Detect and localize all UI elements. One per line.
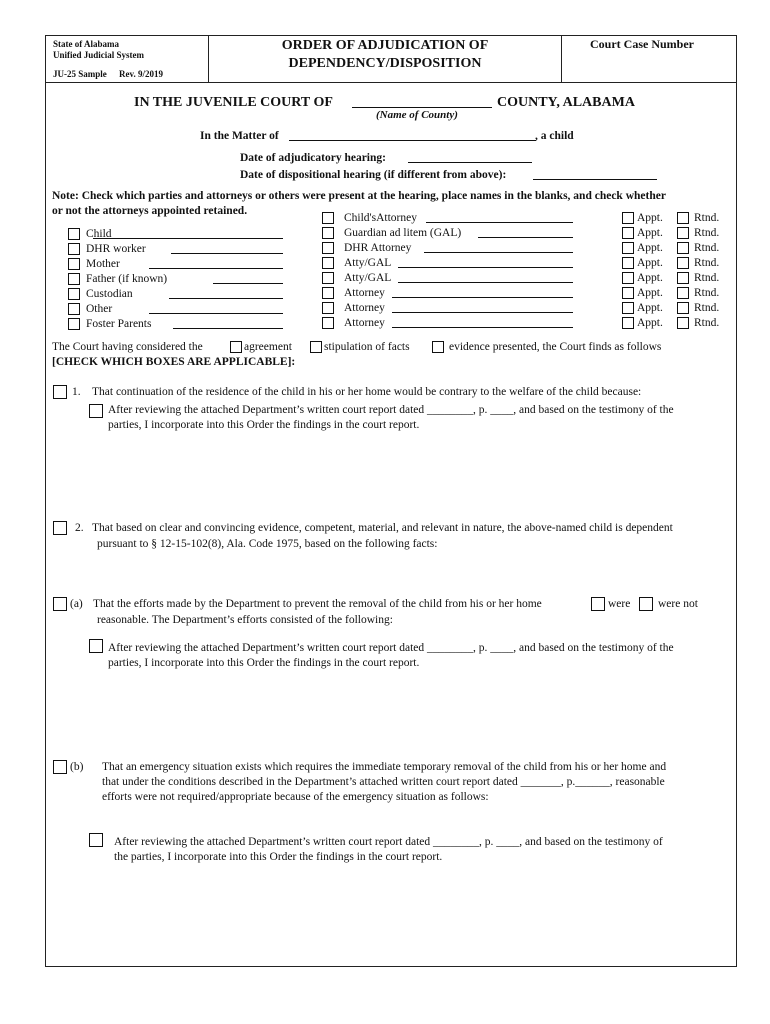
appointed-checkbox[interactable] [622,272,634,284]
party-checkbox[interactable] [68,288,80,300]
appointed-label: Appt. [637,317,663,329]
appointed-label: Appt. [637,257,663,269]
attorney-label: Child'sAttorney [344,212,417,224]
attorney-label: Attorney [344,302,385,314]
header-title-box [209,35,561,83]
form-id: JU-25 Sample [53,69,107,79]
appointed-label: Appt. [637,242,663,254]
finding-b-report-line2: the parties, I incorporate into this Order the findings in the court report. [114,851,443,863]
retained-checkbox[interactable] [677,212,689,224]
party-checkbox[interactable] [68,318,80,330]
agreement-label: agreement [244,341,292,353]
header-left-box [45,35,209,83]
party-label: Custodian [86,288,133,300]
party-checkbox[interactable] [68,303,80,315]
check-applicable: [CHECK WHICH BOXES ARE APPLICABLE]: [52,356,296,368]
party-checkbox[interactable] [68,258,80,270]
matter-suffix: , a child [535,130,574,142]
attorney-name-field[interactable] [478,226,573,238]
finding-1-text: That continuation of the residence of the child in his or her home would be contrary to the welfare of the child because: [92,386,642,398]
attorney-label: Attorney [344,287,385,299]
party-name-field[interactable] [213,272,283,284]
finding-a-report-checkbox[interactable] [89,639,103,653]
attorney-checkbox[interactable] [322,302,334,314]
finding-b-line2: that under the conditions described in the Department’s attached written court report dated _______, p.______, reasonable [102,776,665,788]
finding-1-report-line1: After reviewing the attached Department’s written court report dated ________, p. ____, and based on the testimony of the [108,404,674,416]
attorney-label: Atty/GAL [344,257,392,269]
attorney-checkbox[interactable] [322,242,334,254]
appointed-checkbox[interactable] [622,212,634,224]
party-checkbox[interactable] [68,273,80,285]
note-line1: Note: Check which parties and attorneys or others were present at the hearing, place names in the blanks, and check whether [52,190,666,202]
retained-checkbox[interactable] [677,287,689,299]
were-not-checkbox[interactable] [639,597,653,611]
retained-checkbox[interactable] [677,302,689,314]
finding-a-number: (a) [70,598,83,610]
retained-label: Rtnd. [694,242,720,254]
party-checkbox[interactable] [68,228,80,240]
party-label: Father (if known) [86,273,168,285]
party-label: Other [86,303,113,315]
appointed-label: Appt. [637,272,663,284]
attorney-checkbox[interactable] [322,227,334,239]
finding-a-line1: That the efforts made by the Department to prevent the removal of the child from his or her home [93,598,542,610]
appointed-checkbox[interactable] [622,227,634,239]
party-name-field[interactable] [171,242,283,254]
attorney-checkbox[interactable] [322,212,334,224]
finding-b-line1: That an emergency situation exists which requires the immediate temporary removal of the child from his or her home and [102,761,667,773]
party-label: Child [86,228,112,240]
party-label: Mother [86,258,120,270]
county-hint: (Name of County) [376,109,458,121]
party-name-field[interactable] [149,302,283,314]
appointed-label: Appt. [637,212,663,224]
appointed-checkbox[interactable] [622,257,634,269]
adjudicatory-date-field[interactable] [408,151,532,163]
retained-label: Rtnd. [694,287,720,299]
party-label: DHR worker [86,243,146,255]
party-name-field[interactable] [149,257,283,269]
were-not-label: were not [658,598,698,610]
state-label: State of Alabama [53,39,119,49]
form-title-line1: ORDER OF ADJUDICATION OF [281,38,489,53]
retained-checkbox[interactable] [677,257,689,269]
retained-label: Rtnd. [694,227,720,239]
attorney-name-field[interactable] [392,286,573,298]
evidence-label: evidence presented, the Court finds as follows [449,341,662,353]
considered-prefix: The Court having considered the [52,341,203,353]
finding-1-report-checkbox[interactable] [89,404,103,418]
retained-label: Rtnd. [694,317,720,329]
retained-checkbox[interactable] [677,317,689,329]
finding-b-report-line1: After reviewing the attached Department’s written court report dated ________, p. ____, and based on the testimony of [114,836,663,848]
finding-b-report-checkbox[interactable] [89,833,103,847]
dispositional-date-field[interactable] [533,168,657,180]
finding-a-checkbox[interactable] [53,597,67,611]
attorney-checkbox[interactable] [322,257,334,269]
finding-2-line2: pursuant to § 12-15-102(8), Ala. Code 1975, based on the following facts: [97,538,438,550]
finding-a-line2: reasonable. The Department’s efforts consisted of the following: [97,614,393,626]
finding-b-line3: efforts were not required/appropriate because of the emergency situation as follows: [102,791,489,803]
retained-checkbox[interactable] [677,272,689,284]
case-number-label: Court Case Number [590,37,694,51]
court-prefix: IN THE JUVENILE COURT OF [134,95,333,110]
attorney-name-field[interactable] [392,301,573,313]
appointed-label: Appt. [637,287,663,299]
party-name-field[interactable] [173,317,283,329]
were-checkbox[interactable] [591,597,605,611]
party-label: Foster Parents [86,318,152,330]
retained-checkbox[interactable] [677,242,689,254]
attorney-name-field[interactable] [424,241,573,253]
appointed-checkbox[interactable] [622,242,634,254]
finding-b-number: (b) [70,761,84,773]
retained-label: Rtnd. [694,272,720,284]
attorney-name-field[interactable] [398,256,573,268]
retained-label: Rtnd. [694,257,720,269]
appointed-checkbox[interactable] [622,317,634,329]
finding-1-number: 1. [72,386,81,398]
appointed-checkbox[interactable] [622,287,634,299]
retained-label: Rtnd. [694,302,720,314]
stipulation-label: stipulation of facts [324,341,410,353]
attorney-name-field[interactable] [392,316,573,328]
retained-label: Rtnd. [694,212,720,224]
attorney-label: Guardian ad litem (GAL) [344,227,462,239]
appointed-label: Appt. [637,227,663,239]
stipulation-checkbox[interactable] [310,341,322,353]
finding-2-number: 2. [75,522,84,534]
matter-label: In the Matter of [200,130,279,142]
finding-1-report-line2: parties, I incorporate into this Order the findings in the court report. [108,419,420,431]
form-title-line2: DEPENDENCY/DISPOSITION [288,56,482,71]
party-checkbox[interactable] [68,243,80,255]
finding-2-checkbox[interactable] [53,521,67,535]
county-field[interactable] [352,95,492,108]
attorney-checkbox[interactable] [322,317,334,329]
system-label: Unified Judicial System [53,50,145,60]
court-suffix: COUNTY, ALABAMA [497,95,635,110]
case-number-box[interactable] [561,35,737,83]
attorney-label: DHR Attorney [344,242,412,254]
finding-b-checkbox[interactable] [53,760,67,774]
retained-checkbox[interactable] [677,227,689,239]
were-label: were [608,598,631,610]
finding-2-line1: That based on clear and convincing evidence, competent, material, and relevant in nature, the above-named child is dependent [92,522,673,534]
finding-a-report-line1: After reviewing the attached Department’s written court report dated ________, p. ____, and based on the testimony of the [108,642,674,654]
attorney-checkbox[interactable] [322,287,334,299]
attorney-name-field[interactable] [398,271,573,283]
attorney-name-field[interactable] [426,211,573,223]
party-name-field[interactable] [93,227,283,239]
evidence-checkbox[interactable] [432,341,444,353]
dispositional-label: Date of dispositional hearing (if different from above): [240,169,507,181]
attorney-checkbox[interactable] [322,272,334,284]
appointed-checkbox[interactable] [622,302,634,314]
attorney-label: Atty/GAL [344,272,392,284]
adjudicatory-label: Date of adjudicatory hearing: [240,152,386,164]
finding-1-checkbox[interactable] [53,385,67,399]
finding-a-report-line2: parties, I incorporate into this Order the findings in the court report. [108,657,420,669]
agreement-checkbox[interactable] [230,341,242,353]
revision: Rev. 9/2019 [119,69,163,79]
party-name-field[interactable] [169,287,283,299]
child-name-field[interactable] [289,129,536,141]
note-line2: or not the attorneys appointed retained. [52,205,248,217]
appointed-label: Appt. [637,302,663,314]
attorney-label: Attorney [344,317,385,329]
